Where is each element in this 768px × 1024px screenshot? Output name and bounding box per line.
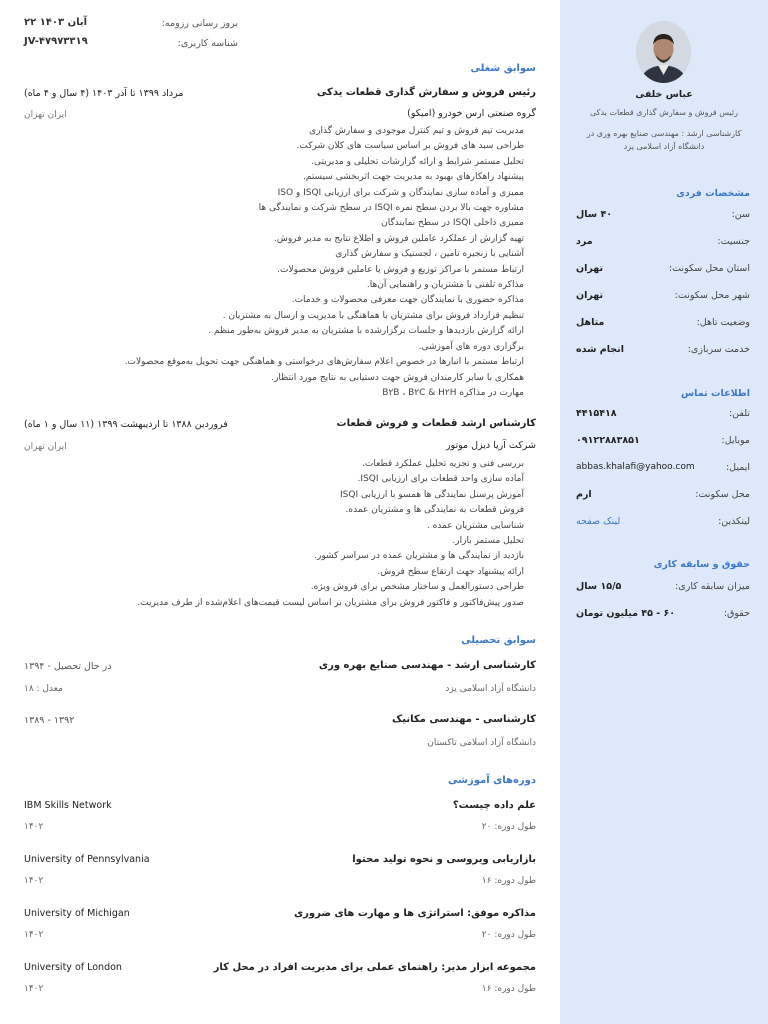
education-title: کارشناسی - مهندسی مکانیک: [392, 714, 536, 725]
job-location: ایران تهران: [24, 442, 67, 452]
course-title: علم داده چیست؟: [452, 800, 536, 811]
course-provider: University of Michigan: [24, 908, 130, 919]
personal-label: جنسیت:: [717, 236, 750, 247]
education-grade: معدل : ۱۸: [24, 684, 63, 694]
contact-row-address: [576, 489, 750, 503]
job-location: ایران تهران: [24, 110, 67, 120]
course-duration: طول دوره: ۲۰: [481, 822, 536, 832]
contact-label: تلفن:: [728, 408, 750, 419]
user-id-label: شناسه کاربری:: [177, 38, 238, 49]
personal-row-marital: [576, 317, 750, 331]
job-duty: آماده سازی واحد قطعات برای ارزیابی ISQI.: [357, 474, 524, 485]
user-id-value: JV-۴۷۹۷۳۳۱۹: [24, 36, 88, 47]
profile-photo: [636, 21, 691, 83]
job-title: رئیس فروش و سفارش گذاری قطعات یدکی: [316, 87, 536, 98]
course-year: ۱۴۰۲: [24, 930, 44, 940]
contact-row-linkedin: [576, 516, 750, 530]
job-duty: مدیریت تیم فروش و تیم کنترل موجودی و سفارش گذاری: [309, 126, 524, 136]
job-duty: تحلیل مستمر بازار.: [452, 536, 524, 547]
personal-info-heading: مشخصات فردی: [676, 188, 750, 199]
job-duty: ممیزی داخلی ISQI در سطح نمایندگان: [381, 218, 524, 229]
person-name: عباس خلفی: [635, 89, 693, 100]
personal-label: استان محل سکونت:: [668, 263, 750, 274]
job-duty: ارتباط مستمر با مراکز توزیع و فروش یا عاملین فروش محصولات.: [277, 264, 524, 275]
course-provider: IBM Skills Network: [24, 800, 112, 811]
job-company: شرکت آریا دیزل موتور: [445, 440, 536, 451]
person-education-line-1: کارشناسی ارشد : مهندسی صنایع بهره وری در: [586, 129, 742, 138]
contact-row-mobile: [576, 435, 750, 449]
personal-value: انجام شده: [576, 344, 624, 355]
personal-label: شهر محل سکونت:: [674, 290, 750, 301]
linkedin-link[interactable]: لینک صفحه: [576, 516, 621, 527]
salary-row-experience: [576, 581, 750, 595]
contact-row-phone: [576, 408, 750, 422]
job-duties-list: [24, 124, 524, 401]
salary-value: ۶۰ - ۴۵ میلیون تومان: [576, 608, 676, 619]
job-duty: همکاری با سایر کارمندان فروش جهت دستیابی به نتایج مورد انتظار.: [271, 372, 524, 383]
job-date: فروردین ۱۳۸۸ تا اردیبهشت ۱۳۹۹ (۱۱ سال و ۱ ماه): [24, 419, 228, 430]
contact-row-email: [576, 462, 750, 476]
job-duty: مذاکره حضوری با نمایندگان جهت معرفی محصولات و خدمات.: [291, 295, 524, 306]
salary-label: حقوق:: [723, 608, 750, 619]
course-title: مذاکره موفق: استراتژی ها و مهارت های ضروری: [294, 908, 536, 919]
salary-label: میزان سابقه کاری:: [675, 581, 750, 592]
personal-row-city: [576, 290, 750, 304]
course-provider: University of London: [24, 962, 122, 973]
job-duty: طراحی سبد های فروش بر اساس سیاست های کلان شرکت.: [296, 141, 524, 152]
job-duty: تهیه گزارش از عملکرد عاملین فروش و اطلاع نتایج به مدیر فروش.: [273, 233, 524, 244]
job-title: کارشناس ارشد قطعات و فروش قطعات: [336, 418, 536, 429]
course-duration: طول دوره: ۱۶: [481, 876, 536, 886]
job-duty: فروش قطعات به نمایندگی ها و مشتریان عمده.: [345, 505, 524, 516]
personal-label: خدمت سربازی:: [687, 344, 750, 355]
job-duty: بازدید از نمایندگی ها و مشتریان عمده در سراسر کشور.: [314, 551, 524, 562]
job-duty: مذاکره تلفنی با مشتریان و راهنمایی آن‌ها.: [366, 280, 524, 291]
avatar: [636, 21, 691, 83]
job-duty: ارتباط مستمر با انبارها در خصوص اعلام سفارش‌های درخواستی و هماهنگی جهت تحویل به‌موقع محصولات.: [124, 357, 524, 368]
job-duty: طراحی دستورالعمل و ساختار مشخص برای فروش ویژه.: [310, 582, 524, 593]
job-date: مرداد ۱۳۹۹ تا آذر ۱۴۰۳ (۴ سال و ۴ ماه): [24, 88, 184, 99]
job-duty: آشنایی با زنجیره تامین ، لجستیک و سفارش گذاری: [335, 249, 524, 260]
course-title: مجموعه ابزار مدیر: راهنمای عملی برای مدیریت افراد در محل کار: [213, 962, 536, 973]
contact-value: ۰۹۱۲۲۸۸۳۸۵۱: [576, 435, 640, 446]
job-duty: مهارت در مذاکره B۲B ، B۲C & H۲H: [382, 387, 524, 398]
education-title: کارشناسی ارشد - مهندسی صنایع بهره وری: [318, 660, 536, 671]
contact-heading: اطلاعات تماس: [681, 388, 750, 399]
sidebar: [560, 0, 768, 1024]
updated-value: ۲۲ آبان ۱۴۰۳: [24, 17, 88, 28]
contact-label: لینکدین:: [718, 516, 750, 527]
job-duty: برگزاری دوره های آموزشی.: [418, 341, 524, 352]
course-year: ۱۴۰۲: [24, 822, 44, 832]
course-duration: طول دوره: ۲۰: [481, 930, 536, 940]
contact-value: ۴۴۱۵۴۱۸: [576, 408, 617, 419]
job-duty: شناسایی مشتریان عمده .: [426, 520, 524, 531]
job-duty: ارائه پیشنهاد جهت ارتقاع سطح فروش.: [377, 566, 524, 577]
personal-value: تهران: [576, 263, 604, 274]
personal-row-province: [576, 263, 750, 277]
job-duty: ممیزی و آماده سازی نمایندگان و شرکت برای ارزیابی ISQI و ISO: [277, 187, 524, 198]
personal-value: متاهل: [576, 317, 605, 328]
job-duty: ارائه گزارش بازدیدها و جلسات برگزارشده با مشتریان به مدیر فروش به‌طور منظم .: [208, 326, 524, 337]
job-duty: پیشنهاد راهکارهای بهبود به مدیریت جهت اثربخشی سیستم.: [302, 172, 524, 183]
updated-label: بروز رسانی رزومه:: [161, 18, 238, 29]
education-university: دانشگاه آزاد اسلامی یزد: [445, 684, 536, 694]
job-duty: صدور پیش‌فاکتور و فاکتور فروش برای مشتریان بر اساس لیست قیمت‌های اعلام‌شده از طرف مدیریت.: [137, 597, 524, 608]
courses-heading: دوره‌های آموزشی: [448, 775, 536, 786]
job-duty: تنظیم قرارداد فروش برای مشتریان با هماهنگی با مدیریت و ارسال به مشتریان .: [222, 310, 524, 321]
education-heading: سوابق تحصیلی: [461, 635, 536, 646]
salary-row-salary: [576, 608, 750, 622]
job-duty: بررسی فنی و تجزیه تحلیل عملکرد قطعات.: [362, 459, 524, 469]
personal-value: تهران: [576, 290, 604, 301]
person-education-summary: [566, 128, 762, 153]
contact-value: ارم: [576, 489, 592, 500]
experience-heading: سوابق شغلی: [470, 63, 536, 74]
education-date: در حال تحصیل - ۱۳۹۴: [24, 661, 112, 672]
job-duty: مشاوره جهت بالا بردن سطح نمره ISQI در سطح شرکت و نمایندگی ها: [258, 203, 524, 214]
course-duration: طول دوره: ۱۶: [481, 984, 536, 994]
education-university: دانشگاه آزاد اسلامی تاکستان: [427, 738, 536, 748]
course-provider: University of Pennsylvania: [24, 854, 150, 865]
course-year: ۱۴۰۲: [24, 876, 44, 886]
email-value[interactable]: abbas.khalafi@yahoo.com: [576, 462, 695, 472]
job-duty: آموزش پرسنل نمایندگی ها همسو با ارزیابی ISQI: [340, 489, 524, 500]
contact-label: ایمیل:: [725, 462, 750, 473]
course-title: بازاریابی ویروسی و نحوه تولید محتوا: [352, 854, 536, 865]
person-job-title: رئیس فروش و سفارش گذاری قطعات یدکی: [590, 108, 738, 117]
personal-row-age: [576, 209, 750, 223]
course-year: ۱۴۰۲: [24, 984, 44, 994]
personal-label: سن:: [731, 209, 750, 220]
job-duties-list: [24, 457, 524, 611]
personal-row-gender: [576, 236, 750, 250]
personal-value: ۴۰ سال: [576, 209, 613, 220]
contact-label: محل سکونت:: [695, 489, 750, 500]
salary-heading: حقوق و سابقه کاری: [653, 559, 750, 570]
job-duty: تحلیل مستمر شرایط و ارائه گزارشات تحلیلی و مدیریتی.: [311, 156, 524, 167]
person-education-line-2: دانشگاه آزاد اسلامی یزد: [623, 141, 705, 151]
job-company: گروه صنعتی ارس خودرو (امیکو): [407, 108, 536, 119]
personal-label: وضعیت تاهل:: [696, 317, 750, 328]
education-date: ۱۳۹۲ - ۱۳۸۹: [24, 715, 75, 726]
personal-row-military: [576, 344, 750, 358]
contact-label: موبایل:: [721, 435, 750, 446]
salary-value: ۱۵/۵ سال: [576, 581, 622, 592]
personal-value: مرد: [576, 236, 593, 247]
